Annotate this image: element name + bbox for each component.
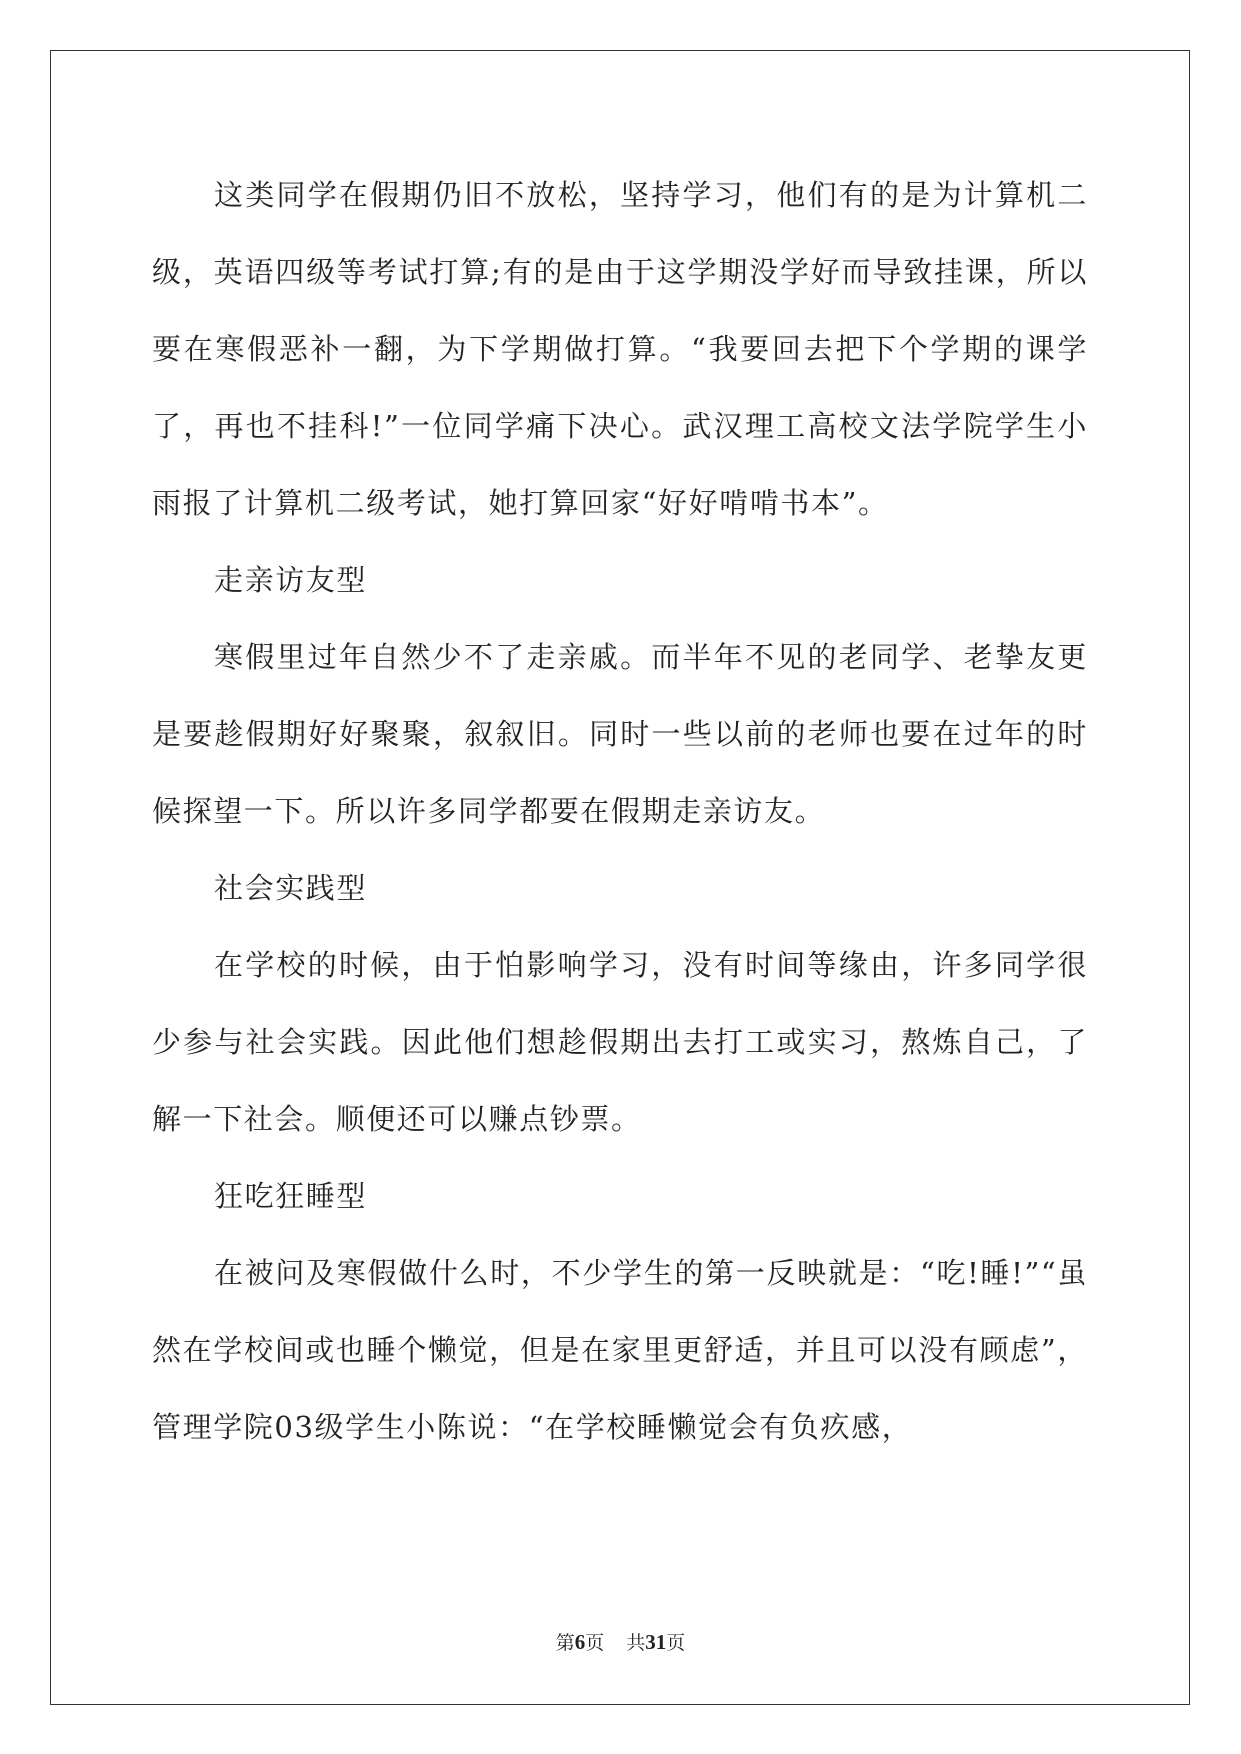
- section-heading: 社会实践型: [214, 871, 368, 905]
- page-prefix: 第: [555, 1632, 575, 1654]
- total-pages: 31: [645, 1630, 667, 1654]
- paragraph: 在被问及寒假做什么时，不少学生的第一反映就是：“吃!睡!”“虽然在学校间或也睡个懒觉，但是在家里更舒适，并且可以没有顾虑”，管理学院03级学生小陈说：“在学校睡懒觉会有负疚感，: [152, 1256, 1088, 1444]
- section-heading: 走亲访友型: [214, 563, 368, 597]
- paragraph: 寒假里过年自然少不了走亲戚。而半年不见的老同学、老挚友更是要趁假期好好聚聚，叙叙旧。同时一些以前的老师也要在过年的时候探望一下。所以许多同学都要在假期走亲访友。: [152, 640, 1088, 828]
- page-footer: [0, 1628, 1241, 1655]
- paragraph: 在学校的时候，由于怕影响学习，没有时间等缘由，许多同学很少参与社会实践。因此他们想趁假期出去打工或实习，熬炼自己，了解一下社会。顺便还可以赚点钞票。: [152, 948, 1088, 1136]
- page-suffix: 页: [585, 1632, 605, 1654]
- total-prefix: 共: [626, 1632, 646, 1654]
- document-body: [152, 157, 1088, 1466]
- total-suffix: 页: [666, 1632, 686, 1654]
- paragraph: 这类同学在假期仍旧不放松，坚持学习，他们有的是为计算机二级，英语四级等考试打算;有的是由于这学期没学好而导致挂课，所以要在寒假恶补一翻，为下学期做打算。“我要回去把下个学期的课学了，再也不挂科!”一位同学痛下决心。武汉理工高校文法学院学生小雨报了计算机二级考试，她打算回家“好好啃啃书本”。: [152, 178, 1088, 520]
- page-number: 6: [574, 1630, 586, 1654]
- section-heading: 狂吃狂睡型: [214, 1179, 368, 1213]
